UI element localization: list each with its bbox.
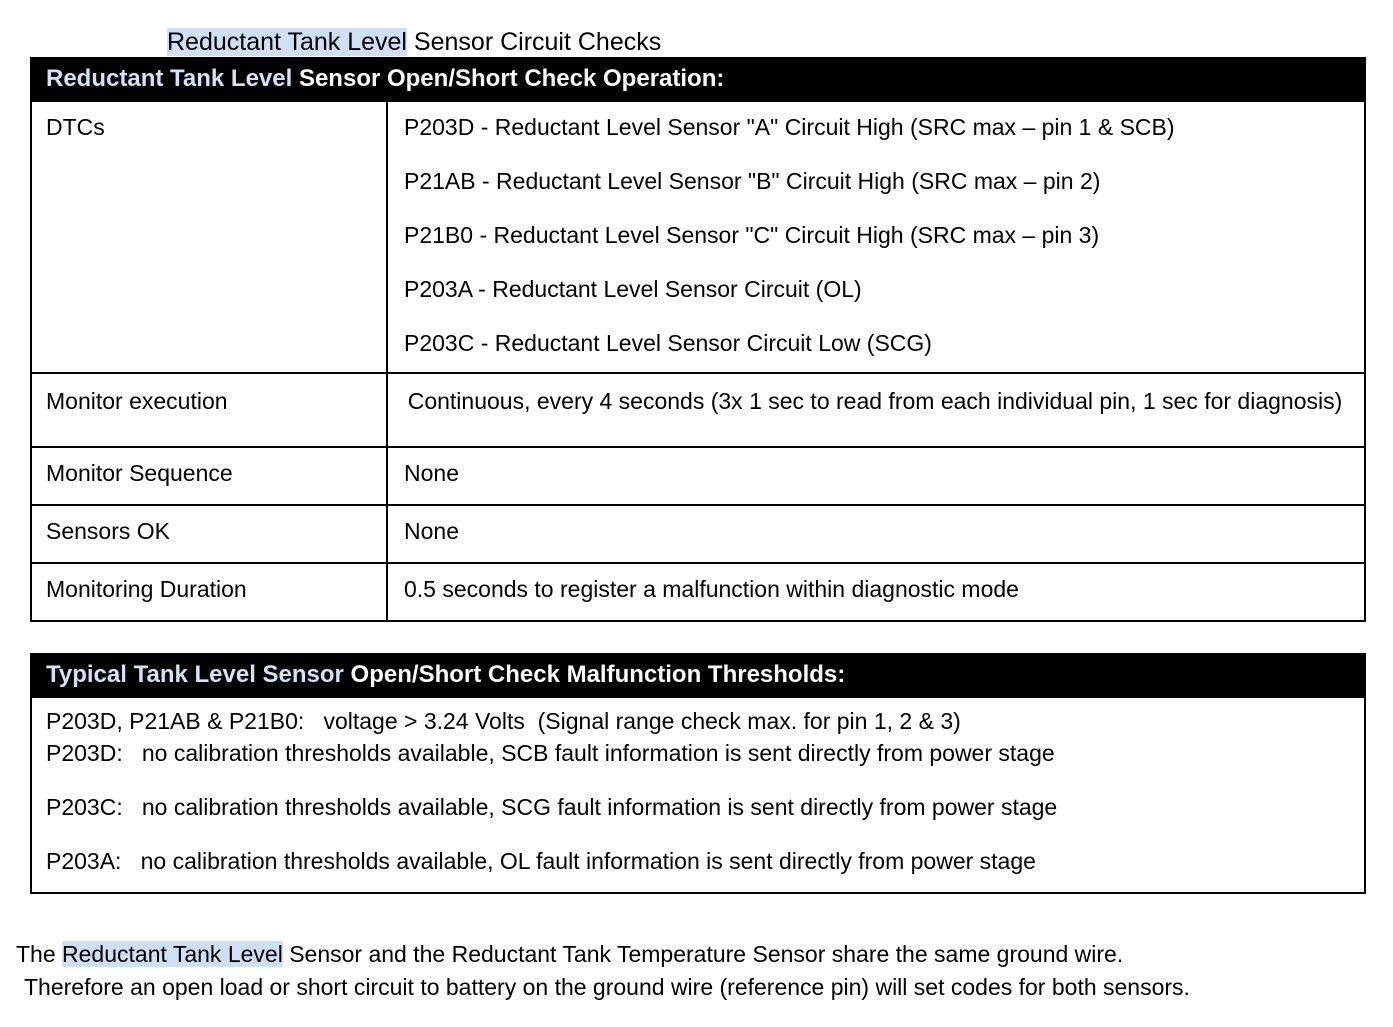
footer-highlight: Reductant Tank Level <box>62 941 283 967</box>
footer-line-1 <box>16 938 1386 971</box>
row-value-sensors-ok: None <box>404 518 459 544</box>
footer-line-2: Therefore an open load or short circuit to battery on the ground wire (reference pin) will set codes for both sensors. <box>24 974 1190 1000</box>
row-label-sensors-ok: Sensors OK <box>32 506 388 562</box>
threshold-line: P203D: no calibration thresholds available, SCB fault information is sent directly from power stage <box>46 740 1055 766</box>
table-row <box>32 372 1364 446</box>
threshold-table-header <box>32 655 1364 696</box>
dtc-line: P203D - Reductant Level Sensor "A" Circuit High (SRC max – pin 1 & SCB) <box>404 114 1175 140</box>
dtc-line: P21B0 - Reductant Level Sensor "C" Circuit High (SRC max – pin 3) <box>404 222 1100 248</box>
page-title <box>167 27 661 57</box>
operation-table-header-rest: Sensor Open/Short Check Operation: <box>292 65 725 92</box>
operation-table-header-tinted: Reductant Tank Level <box>46 65 293 92</box>
row-label-monitor-execution: Monitor execution <box>32 374 388 446</box>
footer-suffix: Sensor and the Reductant Tank Temperature Sensor share the same ground wire. <box>282 941 1124 967</box>
table-row <box>32 446 1364 504</box>
operation-check-table <box>30 57 1366 622</box>
row-label-monitoring-duration: Monitoring Duration <box>32 564 388 620</box>
malfunction-thresholds-table <box>30 653 1366 894</box>
threshold-line: P203D, P21AB & P21B0: voltage > 3.24 Volts (Signal range check max. for pin 1, 2 & 3) <box>46 708 961 734</box>
page-title-rest: Sensor Circuit Checks <box>406 28 662 56</box>
threshold-table-body <box>32 696 1364 892</box>
table-row <box>32 100 1364 372</box>
row-value-monitor-execution: Continuous, every 4 seconds (3x 1 sec to read from each individual pin, 1 sec for diagnosis) <box>407 388 1343 414</box>
row-label-dtcs: DTCs <box>32 102 388 372</box>
dtc-line: P203C - Reductant Level Sensor Circuit Low (SCG) <box>404 330 932 356</box>
threshold-line: P203A: no calibration thresholds available, OL fault information is sent directly from power stage <box>46 848 1036 874</box>
footer-note <box>16 938 1386 1004</box>
page-title-highlight: Reductant Tank Level <box>167 28 407 56</box>
operation-table-header <box>32 59 1364 100</box>
footer-prefix: The <box>16 941 63 967</box>
dtc-line: P21AB - Reductant Level Sensor "B" Circuit High (SRC max – pin 2) <box>404 168 1101 194</box>
threshold-table-header-tinted: Typical Tank Level Sensor <box>46 661 344 688</box>
row-value-dtcs <box>388 102 1364 372</box>
dtc-line: P203A - Reductant Level Sensor Circuit (OL) <box>404 276 862 302</box>
row-value-monitoring-duration: 0.5 seconds to register a malfunction within diagnostic mode <box>404 576 1019 602</box>
row-label-monitor-sequence: Monitor Sequence <box>32 448 388 504</box>
threshold-line: P203C: no calibration thresholds available, SCG fault information is sent directly from power stage <box>46 794 1058 820</box>
row-value-monitor-sequence: None <box>404 460 459 486</box>
table-row <box>32 504 1364 562</box>
table-row <box>32 562 1364 620</box>
threshold-table-header-rest: Open/Short Check Malfunction Thresholds: <box>343 661 846 688</box>
